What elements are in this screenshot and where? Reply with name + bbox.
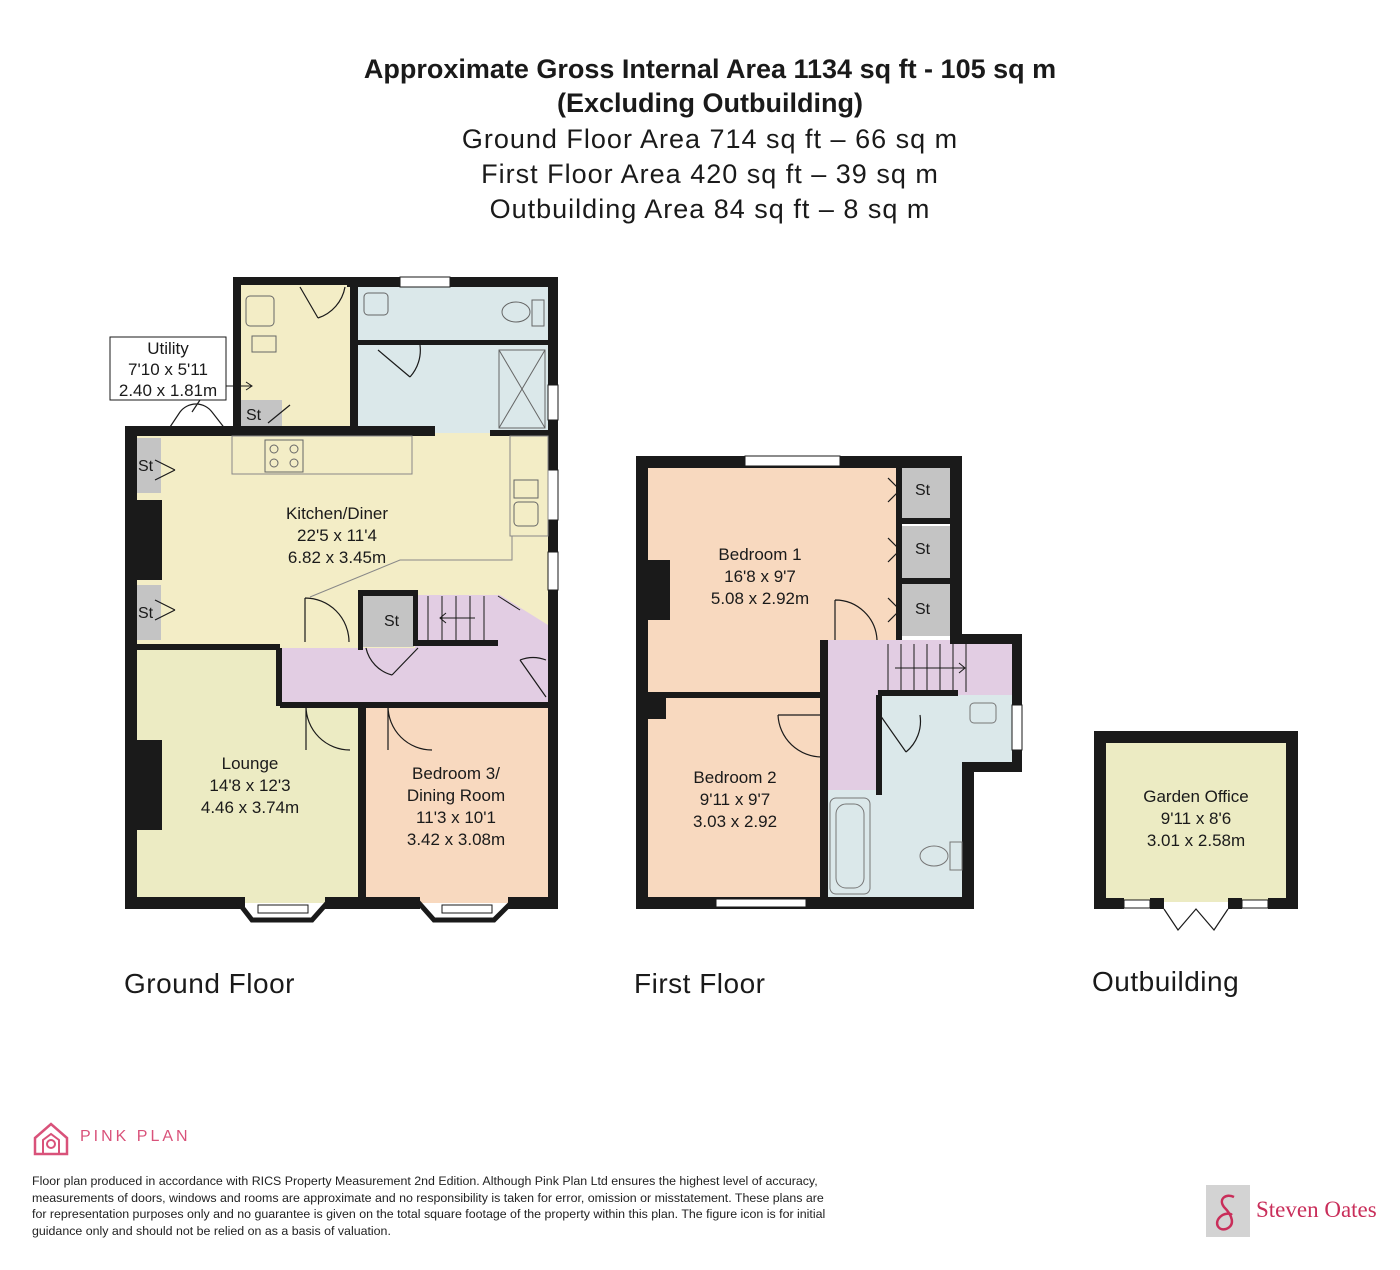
utility-label: Utility 7'10 x 5'11 2.40 x 1.81m <box>118 339 218 400</box>
area-subtitle: (Excluding Outbuilding) <box>557 88 863 118</box>
bedroom3-label: Bedroom 3/ Dining Room 11'3 x 10'1 3.42 x 3.08m <box>406 764 506 849</box>
steven-oates-logo-icon <box>1206 1185 1250 1237</box>
ground-floor-area: Ground Floor Area 714 sq ft – 66 sq m <box>461 124 959 154</box>
first-floor-area: First Floor Area 420 sq ft – 39 sq m <box>481 159 939 189</box>
first-floor-caption: First Floor <box>634 968 766 999</box>
kitchen-label: Kitchen/Diner 22'5 x 11'4 6.82 x 3.45m <box>285 504 389 567</box>
pink-plan-logo-icon <box>32 1120 70 1158</box>
store-label: St <box>384 613 400 630</box>
outbuilding-area: Outbuilding Area 84 sq ft – 8 sq m <box>489 194 931 224</box>
bedroom1-label: Bedroom 1 16'8 x 9'7 5.08 x 2.92m <box>710 545 810 608</box>
first-floor-plan <box>636 456 1022 909</box>
store-label: St <box>138 458 154 475</box>
store-label: St <box>246 407 262 424</box>
store-label: St <box>138 605 154 622</box>
bedroom2-label: Bedroom 2 9'11 x 9'7 3.03 x 2.92 <box>692 768 778 831</box>
garden-office-label: Garden Office 9'11 x 8'6 3.01 x 2.58m <box>1143 787 1249 850</box>
outbuilding-caption: Outbuilding <box>1092 966 1240 997</box>
ground-floor-caption: Ground Floor <box>124 968 295 999</box>
pink-plan-brand: PINK PLAN <box>80 1128 191 1145</box>
bathroom-ground <box>357 283 550 436</box>
lounge-label: Lounge 14'8 x 12'3 4.46 x 3.74m <box>200 754 300 817</box>
store-label: St <box>915 601 931 618</box>
store-label: St <box>915 541 931 558</box>
steven-oates-brand: Steven Oates <box>1256 1197 1377 1222</box>
area-title: Approximate Gross Internal Area 1134 sq ft - 105 sq m <box>363 54 1057 84</box>
disclaimer-text: Floor plan produced in accordance with RICS Property Measurement 2nd Edition. Although Pink Plan Ltd ensures the highest level of accuracy, measurements of doors, windows and rooms are approximate and no responsibility is taken for error, omission or misstatement. These plans are for representation purposes only and no guarantee is given on the total square footage of the property within this plan. The figure icon is for initial guidance only and should not be relied on as a basis of valuation. <box>32 1174 826 1238</box>
store-label: St <box>915 482 931 499</box>
